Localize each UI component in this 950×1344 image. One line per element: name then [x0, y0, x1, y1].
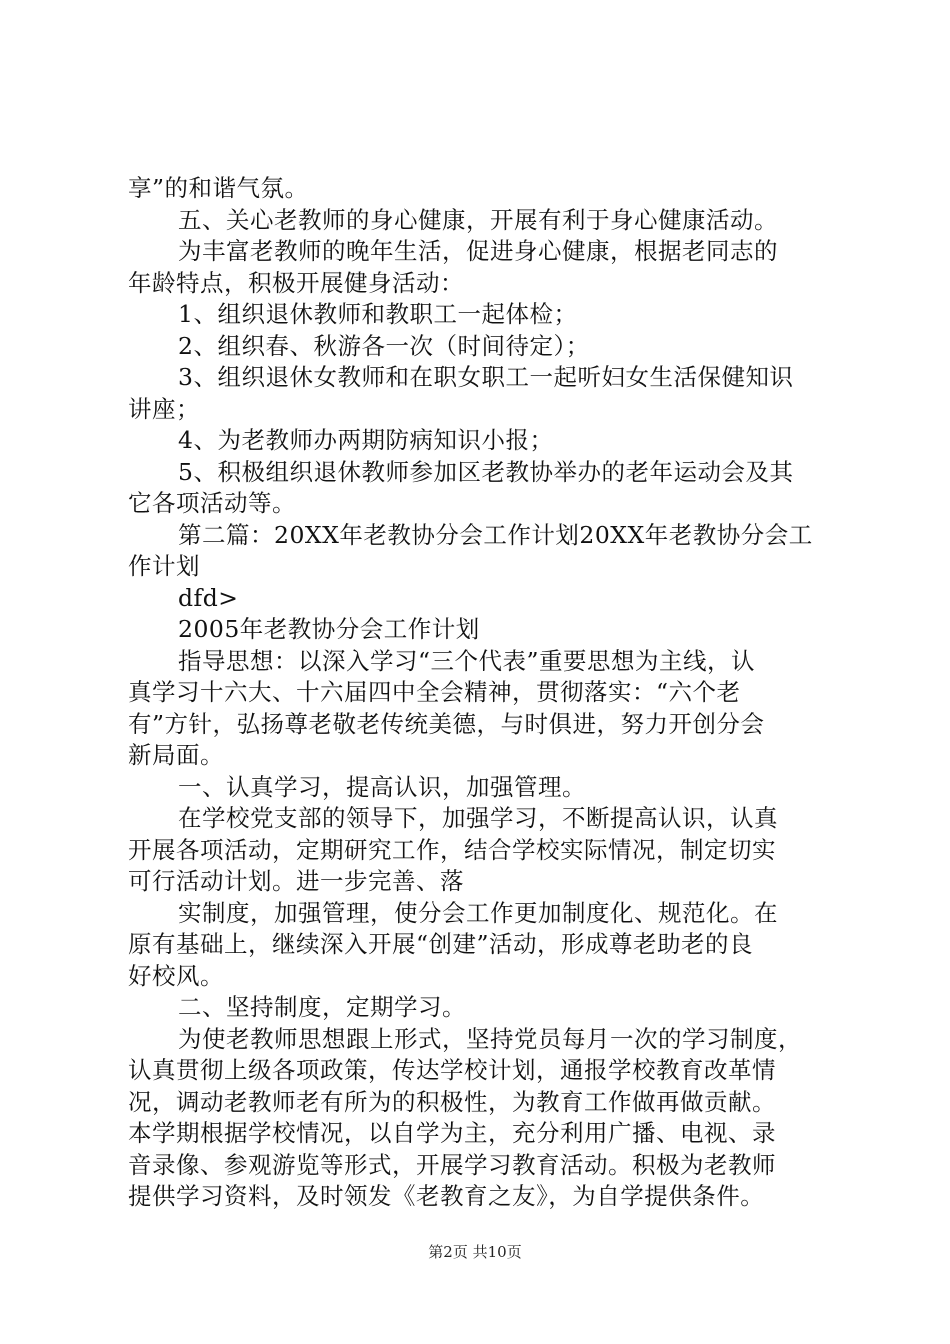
text-line: 好校风。: [128, 961, 224, 990]
text-line: 2005年老教协分会工作计划: [178, 615, 480, 643]
text-line: 2、组织春、秋游各一次（时间待定）；: [178, 331, 590, 360]
text-line: 在学校党支部的领导下，加强学习，不断提高认识，认真: [178, 804, 778, 832]
text-line: 为丰富老教师的晚年生活，促进身心健康，根据老同志的: [178, 237, 778, 265]
text-line: 5、积极组织退休教师参加区老教协举办的老年运动会及其: [178, 457, 794, 486]
text-line: 3、组织退休女教师和在职女职工一起听妇女生活保健知识: [178, 363, 794, 391]
text-line: 真学习十六大、十六届四中全会精神，贯彻落实：“六个老: [128, 678, 741, 706]
text-line: 二、坚持制度，定期学习。: [178, 993, 466, 1021]
text-line: 4、为老教师办两期防病知识小报；: [178, 426, 554, 454]
text-line: 讲座；: [128, 394, 200, 423]
page-footer: 第2页 共10页: [428, 1243, 522, 1261]
text-line: 认真贯彻上级各项政策，传达学校计划，通报学校教育改革情: [128, 1056, 776, 1084]
text-line: dfd>: [178, 583, 239, 612]
text-line: 第二篇：20XX年老教协分会工作计划20XX年老教协分会工: [178, 520, 813, 549]
text-line: 1、组织退休教师和教职工一起体检；: [178, 300, 578, 328]
text-line: 作计划: [128, 552, 200, 580]
text-line: 开展各项活动，定期研究工作，结合学校实际情况，制定切实: [128, 835, 776, 864]
text-line: 况，调动老教师老有所为的积极性，为教育工作做再做贡献。: [128, 1087, 776, 1116]
text-line: 新局面。: [128, 741, 224, 769]
text-line: 可行活动计划。进一步完善、落: [128, 867, 464, 895]
text-line: 年龄特点，积极开展健身活动：: [128, 268, 464, 297]
text-line: 它各项活动等。: [128, 489, 296, 517]
text-line: 音录像、参观游览等形式，开展学习教育活动。积极为老教师: [128, 1150, 776, 1179]
text-line: 本学期根据学校情况，以自学为主，充分利用广播、电视、录: [128, 1119, 776, 1147]
text-line: 五、关心老教师的身心健康，开展有利于身心健康活动。: [178, 205, 778, 234]
text-line: 享”的和谐气氛。: [128, 174, 309, 202]
text-line: 有”方针，弘扬尊老敬老传统美德，与时俱进，努力开创分会: [128, 709, 765, 738]
document-body: [128, 173, 828, 1213]
text-line: 为使老教师思想跟上形式，坚持党员每月一次的学习制度，: [178, 1024, 802, 1053]
text-line: 实制度，加强管理，使分会工作更加制度化、规范化。在: [178, 898, 778, 927]
text-line: 一、认真学习，提高认识，加强管理。: [178, 772, 586, 801]
text-line: 提供学习资料，及时领发《老教育之友》，为自学提供条件。: [128, 1182, 765, 1210]
text-line: 指导思想：以深入学习“三个代表”重要思想为主线，认: [178, 646, 756, 675]
text-line: 原有基础上，继续深入开展“创建”活动，形成尊老助老的良: [128, 930, 754, 958]
